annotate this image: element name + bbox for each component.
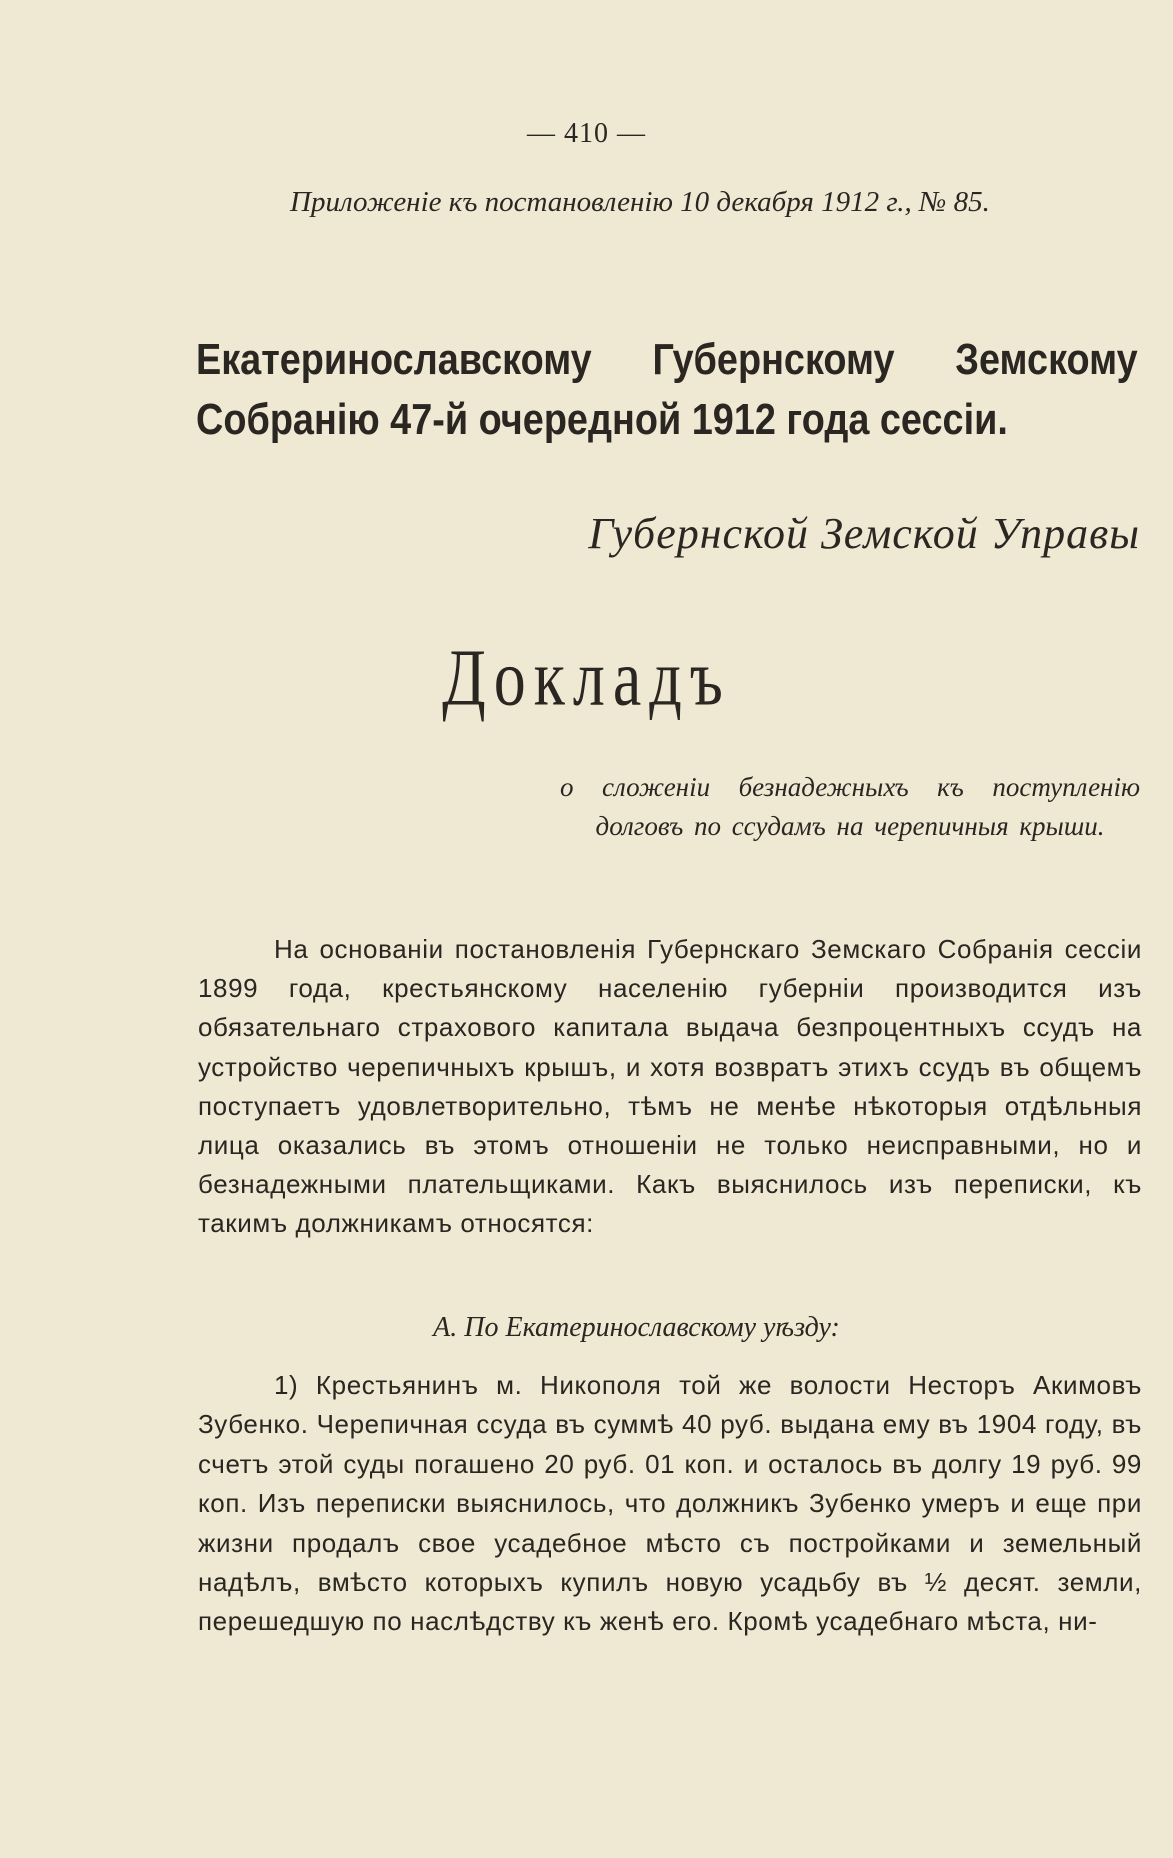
report-heading: Докладъ [442, 633, 731, 722]
paragraph-intro: На основаніи постановленія Губернскаго Земскаго Собранія сессіи 1899 года, крестьянскому населенію губерніи производится изъ обязательнаго страхового капитала выдача безпроцентныхъ ссудъ на устройство черепичныхъ крышъ, и хотя возвратъ этихъ ссудъ въ общемъ поступаетъ удовлетворительно, тѣмъ не менѣе нѣкоторыя отдѣльныя лица оказались въ этомъ отношеніи не только неисправными, но и безнадежными плательщиками. Какъ выяснилось изъ переписки, къ такимъ должникамъ относятся: [198, 934, 1142, 1239]
body-text [198, 930, 1142, 1244]
body-text-section-a [198, 1366, 1142, 1642]
document-subtitle: Губернской Земской Управы [588, 509, 1140, 558]
paragraph-item-1: 1) Крестьянинъ м. Никополя той же волости Несторъ Акимовъ Зубенко. Черепичная ссуда въ суммѣ 40 руб. выдана ему въ 1904 году, въ счетъ этой суды погашено 20 руб. 01 коп. и осталось въ долгу 19 руб. 99 коп. Изъ переписки выяснилось, что должникъ Зубенко умеръ и еще при жизни продалъ свое усадебное мѣсто съ постройками и земельный надѣлъ, вмѣсто которыхъ купилъ новую усадьбу въ ½ десят. земли, перешедшую по наслѣдству къ женѣ его. Кромѣ усадебнаго мѣста, ни- [198, 1370, 1142, 1637]
page-number: — 410 — [527, 118, 646, 149]
report-subject: о сложеніи безнадежныхъ къ поступленію долговъ по ссудамъ на черепичныя крыши. [560, 772, 1140, 841]
section-heading: А. По Екатеринославскому уѣзду: [433, 1312, 840, 1343]
appendix-note: Приложеніе къ постановленію 10 декабря 1912 г., № 85. [290, 186, 990, 218]
document-title: Екатеринославскому Губернскому Земскому Собранію 47-й очередной 1912 года сессіи. [196, 335, 1138, 444]
